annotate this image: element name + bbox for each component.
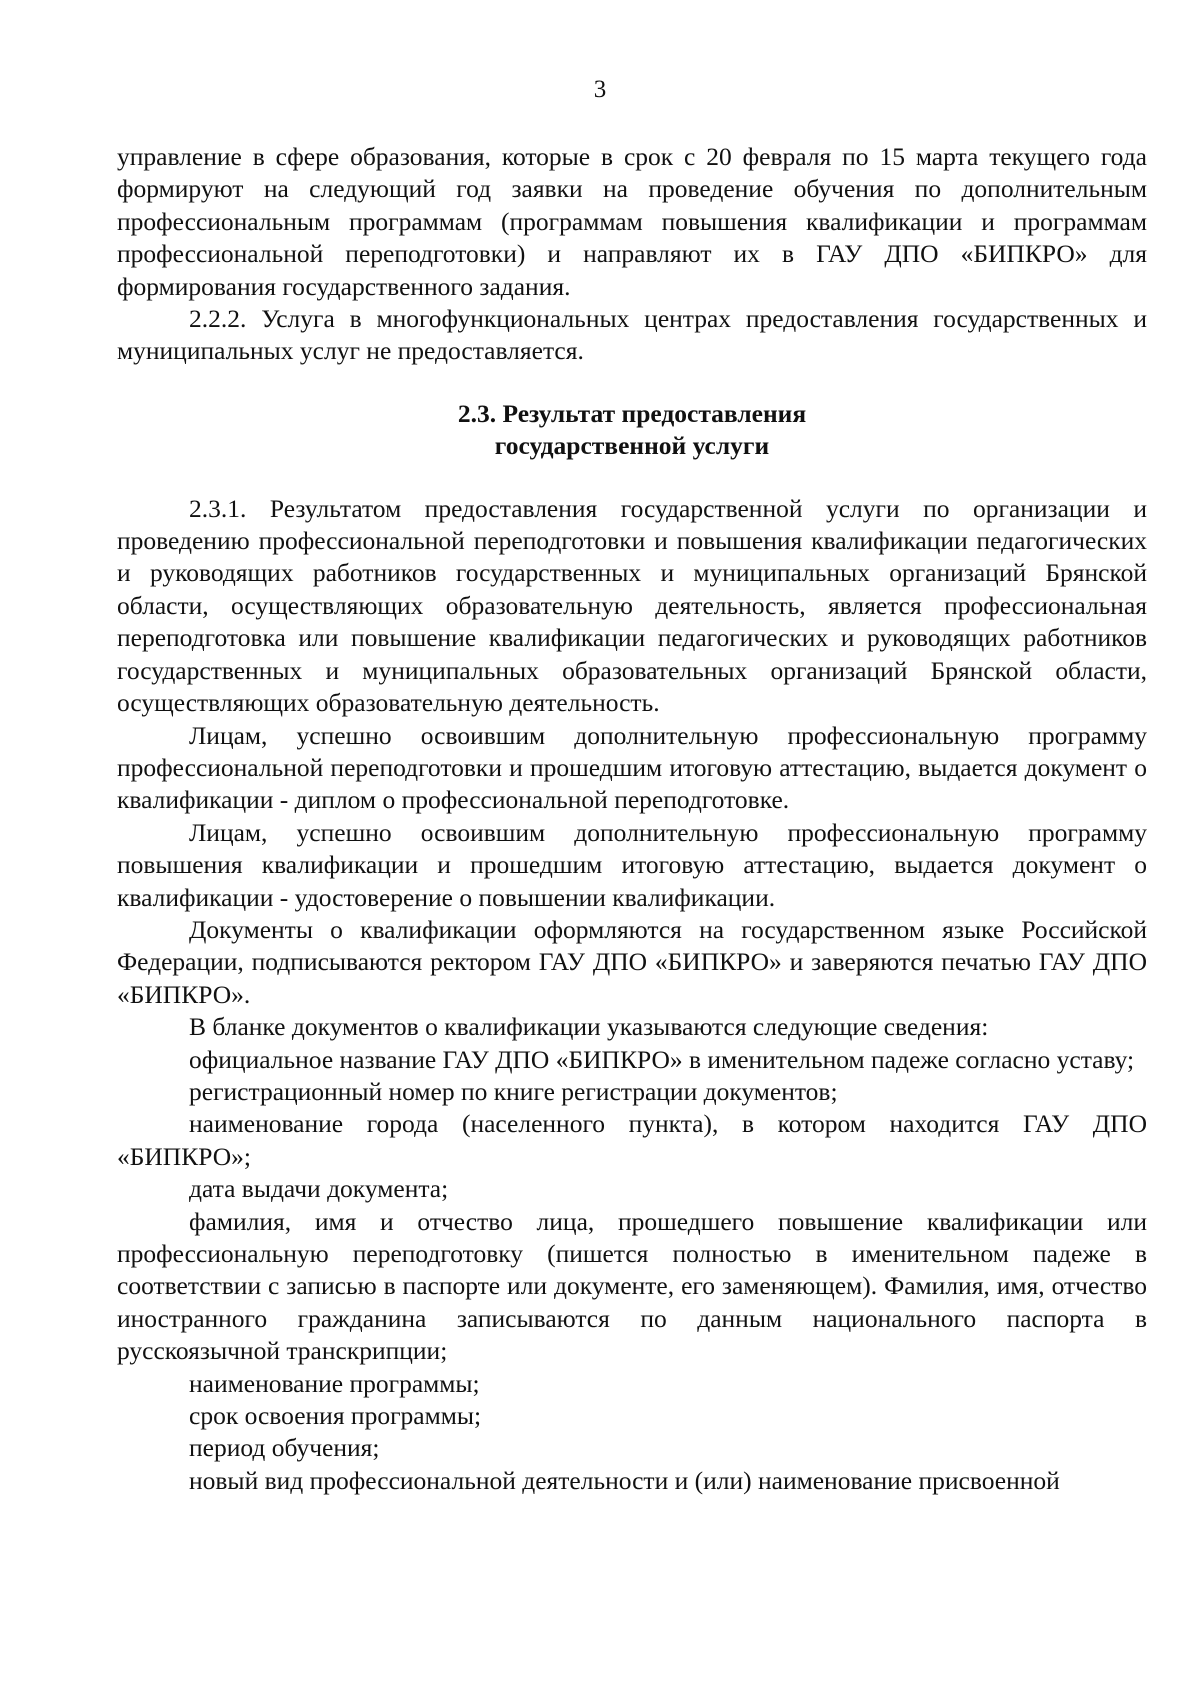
paragraph: 2.3.1. Результатом предоставления государственной услуги по организации и проведению профессиональной переподготовки и повышения квалификации педагогических и руководящих работников государственных и муниципальных организаций Брянской области, осуществляющих образовательную деятельность, является профессиональная переподготовка или повышение квалификации педагогических и руководящих работников государственных и муниципальных образовательных организаций Брянской области, осуществляющих образовательную деятельность. <box>117 493 1147 718</box>
section-heading-line-1: 2.3. Результат предоставления <box>457 398 807 428</box>
paragraph: срок освоения программы; <box>189 1401 482 1431</box>
paragraph: период обучения; <box>189 1433 380 1463</box>
page-number: 3 <box>593 76 607 103</box>
spacer <box>117 368 1147 398</box>
paragraph: управление в сфере образования, которые в срок с 20 февраля по 15 марта текущего года формируют на следующий год заявки на проведение обучения по дополнительным профессиональным программам (программам повышения квалификации и программам профессиональной переподготовки) и направляют их в ГАУ ДПО «БИПКРО» для формирования государственного задания. <box>117 142 1147 301</box>
section-heading-line-2: государственной услуги <box>494 431 770 461</box>
paragraph: официальное название ГАУ ДПО «БИПКРО» в именительном падеже согласно уставу; <box>189 1044 1135 1074</box>
paragraph: дата выдачи документа; <box>189 1174 449 1204</box>
paragraph: Лицам, успешно освоившим дополнительную профессиональную программу профессиональной переподготовки и прошедшим итоговую аттестацию, выдается документ о квалификации - диплом о профессиональной переподготовке. <box>117 720 1147 815</box>
section-2-3-body <box>117 493 1147 1498</box>
document-body <box>117 141 1147 1497</box>
paragraph: наименование города (населенного пункта), в котором находится ГАУ ДПО «БИПКРО»; <box>117 1109 1147 1171</box>
paragraph: регистрационный номер по книге регистрации документов; <box>189 1076 838 1106</box>
paragraph: фамилия, имя и отчество лица, прошедшего повышение квалификации или профессиональную переподготовку (пишется полностью в именительном падеже в соответствии с записью в паспорте или документе, его заменяющем). Фамилия, имя, отчество иностранного гражданина записываются по данным национального паспорта в русскоязычной транскрипции; <box>117 1206 1147 1366</box>
paragraph: наименование программы; <box>189 1368 480 1398</box>
paragraph: 2.2.2. Услуга в многофункциональных центрах предоставления государственных и муниципальных услуг не предоставляется. <box>117 304 1147 366</box>
paragraph: Документы о квалификации оформляются на государственном языке Российской Федерации, подписываются ректором ГАУ ДПО «БИПКРО» и заверяются печатью ГАУ ДПО «БИПКРО». <box>117 914 1147 1009</box>
paragraph: Лицам, успешно освоившим дополнительную профессиональную программу повышения квалификации и прошедшим итоговую аттестацию, выдается документ о квалификации - удостоверение о повышении квалификации. <box>117 817 1147 912</box>
spacer <box>117 463 1147 493</box>
paragraph: В бланке документов о квалификации указываются следующие сведения: <box>189 1012 989 1042</box>
paragraph: новый вид профессиональной деятельности и (или) наименование присвоенной <box>189 1465 1060 1495</box>
section-2-2-continuation <box>117 141 1147 368</box>
